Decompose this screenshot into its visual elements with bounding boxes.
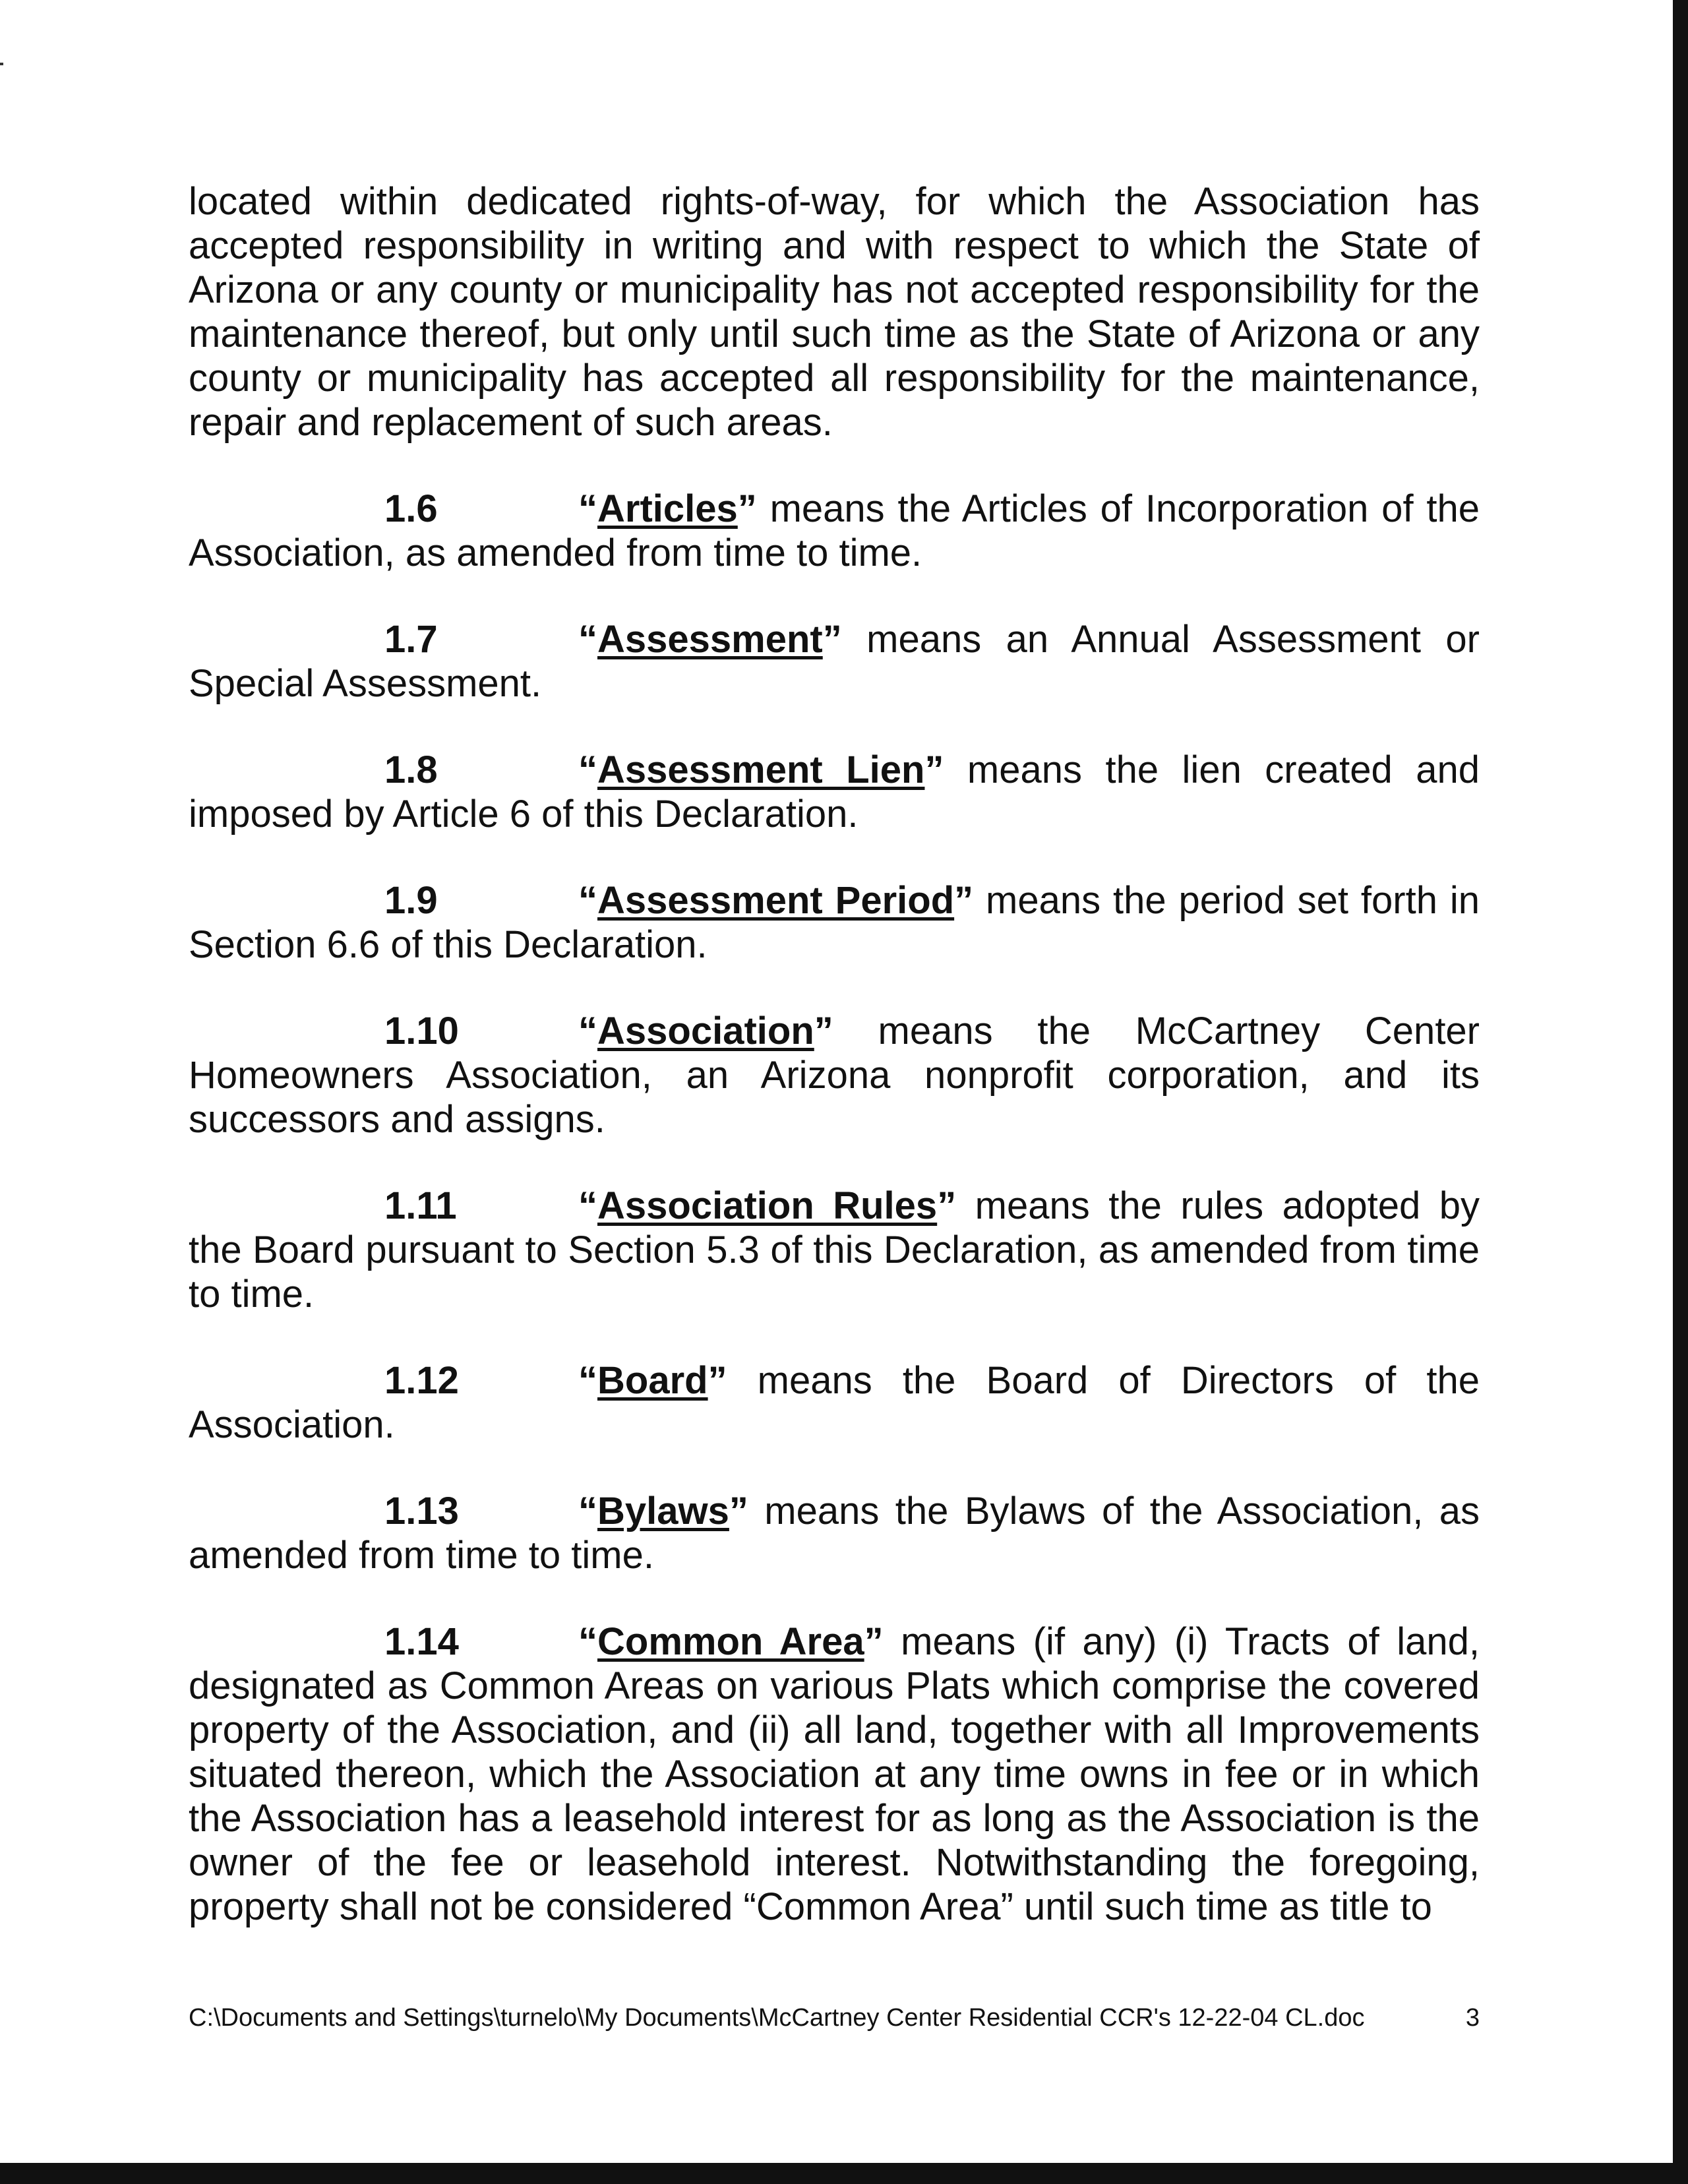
definition-text: means an Annual Assessment or Special Assessment. bbox=[189, 618, 1480, 705]
definition-term bbox=[578, 618, 842, 661]
close-quote: ” bbox=[954, 879, 974, 922]
definition-text: means the Board of Directors of the Association. bbox=[189, 1359, 1480, 1446]
definition-number: 1.11 bbox=[384, 1184, 457, 1227]
definition-number: 1.6 bbox=[384, 487, 438, 530]
definition-item bbox=[189, 1620, 1480, 1929]
scan-border-bottom bbox=[0, 2163, 1688, 2184]
definition-term-label: Association bbox=[597, 1010, 814, 1052]
definition-number: 1.7 bbox=[384, 618, 438, 661]
close-quote: ” bbox=[937, 1184, 957, 1227]
definition-number: 1.8 bbox=[384, 748, 438, 791]
open-quote: “ bbox=[578, 487, 597, 530]
open-quote: “ bbox=[578, 618, 597, 661]
definition-item bbox=[189, 878, 1480, 967]
definition-term-label: Articles bbox=[597, 487, 738, 530]
definition-text: means (if any) (i) Tracts of land, designated as Common Areas on various Plats which comprise the covered property of the Association, and (ii) all land, together with all Improvements situated thereon, which the Association at any time owns in fee or in which the Association has a leasehold interest for as long as the Association is the owner of the fee or leasehold interest. Notwithstanding the foregoing, property shall not be considered “Common Area” until such time as title to bbox=[189, 1620, 1480, 1928]
open-quote: “ bbox=[578, 1620, 597, 1663]
definition-number: 1.9 bbox=[384, 879, 438, 922]
definition-text: means the Articles of Incorporation of the Association, as amended from time to time. bbox=[189, 487, 1480, 574]
definition-term bbox=[578, 1490, 748, 1532]
definition-term-label: Bylaws bbox=[597, 1490, 729, 1532]
definition-item bbox=[189, 1489, 1480, 1577]
footer-page-number: 3 bbox=[1465, 2004, 1480, 2032]
close-quote: ” bbox=[864, 1620, 884, 1663]
definition-term bbox=[578, 1184, 956, 1227]
definitions-list bbox=[189, 487, 1480, 1929]
close-quote: ” bbox=[924, 748, 944, 791]
intro-paragraph: located within dedicated rights-of-way, for which the Association has accepted responsibility in writing and with respect to which the State of Arizona or any county or municipality has not accepted responsibility for the maintenance thereof, but only until such time as the State of Arizona or any county or municipality has accepted all responsibility for the maintenance, repair and replacement of such areas. bbox=[189, 180, 1480, 444]
close-quote: ” bbox=[708, 1359, 727, 1402]
close-quote: ” bbox=[822, 618, 842, 661]
definition-text: means the Bylaws of the Association, as amended from time to time. bbox=[189, 1490, 1480, 1577]
definition-term bbox=[578, 487, 757, 530]
definition-item bbox=[189, 487, 1480, 575]
definition-term-label: Association Rules bbox=[597, 1184, 938, 1227]
definition-text: means the McCartney Center Homeowners Association, an Arizona nonprofit corporation, and its successors and assigns. bbox=[189, 1010, 1480, 1141]
definition-term-label: Common Area bbox=[597, 1620, 864, 1663]
footer-file-path: C:\Documents and Settings\turnelo\My Documents\McCartney Center Residential CCR's 12-22-04 CL.doc bbox=[189, 2004, 1365, 2032]
definition-term-label: Assessment Lien bbox=[597, 748, 925, 791]
scan-mark bbox=[0, 63, 3, 65]
definition-term bbox=[578, 879, 973, 922]
definition-term-label: Assessment bbox=[597, 618, 823, 661]
definition-text: means the rules adopted by the Board pursuant to Section 5.3 of this Declaration, as amended from time to time. bbox=[189, 1184, 1480, 1316]
open-quote: “ bbox=[578, 1490, 597, 1532]
document-body bbox=[189, 179, 1480, 1971]
open-quote: “ bbox=[578, 879, 597, 922]
definition-term bbox=[578, 1010, 833, 1052]
open-quote: “ bbox=[578, 1359, 597, 1402]
definition-number: 1.12 bbox=[384, 1359, 459, 1402]
definition-item bbox=[189, 617, 1480, 706]
definition-text: means the period set forth in Section 6.6 of this Declaration. bbox=[189, 879, 1480, 966]
definition-item bbox=[189, 1009, 1480, 1141]
definition-text: means the lien created and imposed by Article 6 of this Declaration. bbox=[189, 748, 1480, 835]
open-quote: “ bbox=[578, 1184, 597, 1227]
close-quote: ” bbox=[814, 1010, 833, 1052]
definition-term bbox=[578, 1620, 884, 1663]
close-quote: ” bbox=[737, 487, 757, 530]
definition-number: 1.10 bbox=[384, 1010, 459, 1052]
definition-term-label: Board bbox=[597, 1359, 708, 1402]
definition-term bbox=[578, 1359, 727, 1402]
definition-item bbox=[189, 1358, 1480, 1447]
definition-number: 1.14 bbox=[384, 1620, 459, 1663]
close-quote: ” bbox=[729, 1490, 748, 1532]
definition-number: 1.13 bbox=[384, 1490, 459, 1532]
definition-item bbox=[189, 1184, 1480, 1316]
open-quote: “ bbox=[578, 748, 597, 791]
definition-item bbox=[189, 748, 1480, 836]
page-footer bbox=[189, 2002, 1480, 2034]
definition-term-label: Assessment Period bbox=[597, 879, 955, 922]
definition-term bbox=[578, 748, 944, 791]
open-quote: “ bbox=[578, 1010, 597, 1052]
scan-border-right bbox=[1673, 0, 1688, 2184]
